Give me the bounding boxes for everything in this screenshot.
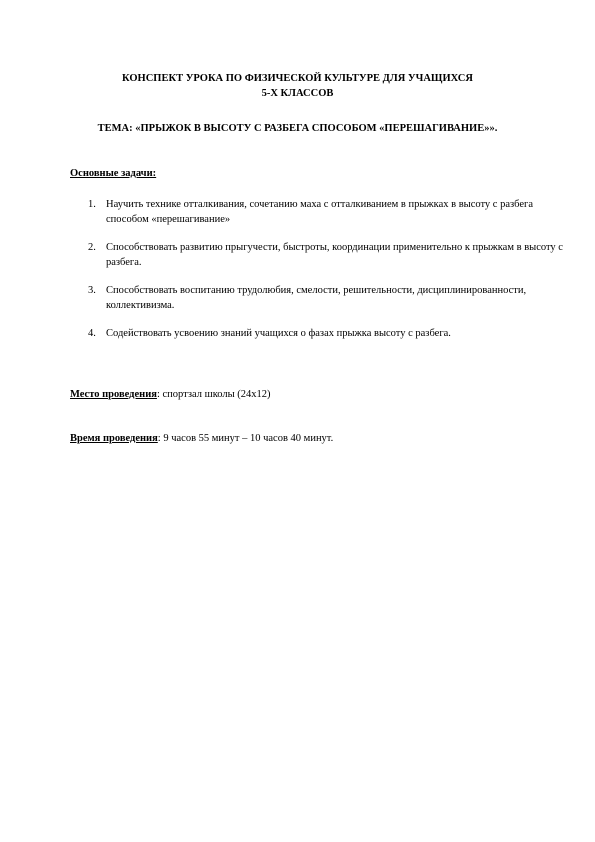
tasks-list [70,198,575,356]
time-line [70,432,333,446]
list-item-text: Способствовать воспитанию трудолюбия, смелости, решительности, дисциплинированности, коллективизма. [106,285,527,311]
venue-value: : спортзал школы (24х12) [156,389,271,400]
list-item [70,284,575,313]
list-item [70,241,575,270]
tasks-heading: Основные задачи: [70,168,157,179]
time-label: Время проведения [70,433,158,444]
document-title-line-2: 5-Х КЛАССОВ [261,88,334,99]
list-item-number: 1. [88,199,96,210]
venue-line [70,388,271,402]
list-item-text: Способствовать развитию прыгучести, быстроты, координации применительно к прыжкам в высоту с разбега. [106,242,563,268]
list-item-text: Содействовать усвоению знаний учащихся о фазах прыжка высоту с разбега. [106,328,451,339]
list-item [70,327,575,342]
list-item-number: 3. [88,285,96,296]
time-value: : 9 часов 55 минут – 10 часов 40 минут. [157,433,334,444]
venue-label: Место проведения [70,389,157,400]
list-item-number: 2. [88,242,96,253]
document-title-line-1: КОНСПЕКТ УРОКА ПО ФИЗИЧЕСКОЙ КУЛЬТУРЕ ДЛЯ УЧАЩИХСЯ [122,73,473,84]
list-item [70,198,575,227]
list-item-text: Научить технике отталкивания, сочетанию маха с отталкиванием в прыжках в высоту с разбега способом «перешагивание» [106,199,533,225]
lesson-theme: ТЕМА: «ПРЫЖОК В ВЫСОТУ С РАЗБЕГА СПОСОБОМ «ПЕРЕШАГИВАНИЕ»». [97,123,498,134]
list-item-number: 4. [88,328,96,339]
